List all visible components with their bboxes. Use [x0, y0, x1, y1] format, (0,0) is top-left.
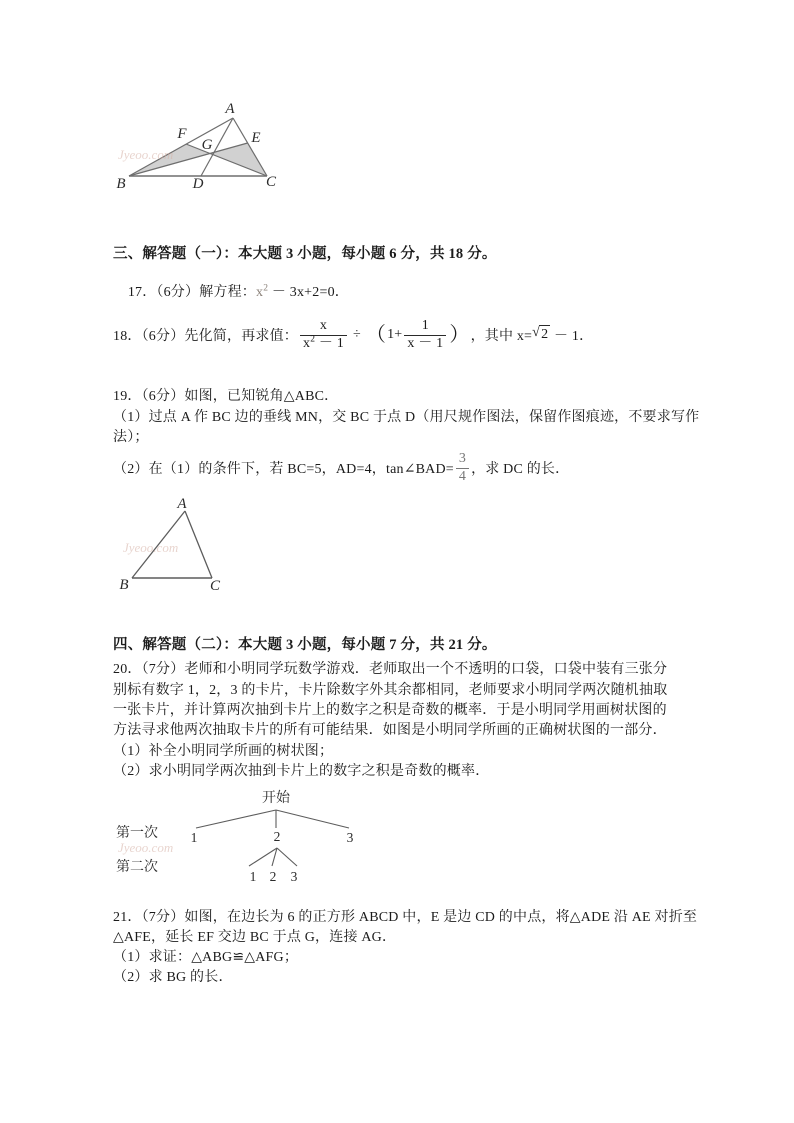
tree-level2-node-1: 1 — [249, 869, 257, 884]
point-label-f: F — [177, 126, 187, 142]
branch-root-1 — [196, 810, 276, 828]
tree-row2-label: 第二次 — [116, 860, 158, 875]
p18-prefix: 18．（6分）先化简，再求值： — [113, 329, 298, 344]
geometry-figure-1 — [105, 95, 300, 195]
branch-root-3 — [276, 810, 349, 828]
tree-diagram — [110, 786, 385, 890]
p18-mid-text: ，其中 x= — [470, 329, 533, 344]
tree-root-label: 开始 — [262, 791, 290, 806]
tree-level1-node-3: 3 — [346, 830, 354, 845]
p19-frac-numerator: 3 — [458, 451, 467, 467]
geometry-figure-2 — [103, 496, 228, 596]
problem-20-line4: 方法寻求他两次抽取卡片的所有可能结果．如图是小明同学所画的正确树状图的一部分． — [113, 723, 667, 738]
p19-frac-denominator: 4 — [456, 468, 469, 485]
watermark-figure2: Jyeoo.com — [123, 540, 179, 555]
p19-fraction — [456, 451, 469, 484]
problem-19-line1: 19．（6分）如图，已知锐角△ABC． — [113, 389, 339, 404]
tree-level2-node-3: 3 — [290, 869, 298, 884]
point-label-c: C — [265, 174, 277, 190]
p18-fraction-1 — [300, 318, 347, 351]
p18-divide-sign: ÷ — [352, 327, 361, 342]
problem-20-line3: 一张卡片，并计算两次抽到卡片上的数字之积是奇数的概率．于是小明同学用画树状图的 — [113, 703, 667, 718]
shaded-triangle-gec — [210, 143, 267, 176]
problem-19-line3: 法）； — [113, 430, 149, 445]
point-label-c: C — [209, 578, 221, 594]
problem-19-line4 — [113, 448, 569, 488]
point-label-b: B — [116, 176, 126, 192]
tree-row1-label: 第一次 — [116, 826, 158, 841]
point-label-e: E — [251, 130, 261, 146]
section4-heading: 四、解答题（二）：本大题 3 小题，每小题 7 分，共 21 分。 — [113, 637, 497, 653]
p19-line4-prefix: （2）在（1）的条件下，若 BC=5，AD=4，tan∠BAD= — [113, 462, 454, 477]
p18-frac1-denominator: $x^2 - 1$ — [300, 335, 347, 352]
tree-level2-node-2: 2 — [269, 869, 277, 884]
watermark-figure1: Jyeoo.com — [118, 147, 174, 162]
edge-ab — [132, 511, 185, 578]
p19-line4-suffix: ，求 DC 的长． — [471, 462, 570, 477]
point-label-a: A — [177, 496, 187, 512]
tree-level1-node-1: 1 — [190, 830, 198, 845]
problem-19-line2: （1）过点 A 作 BC 边的垂线 MN，交 BC 于点 D（用尺规作图法，保留作图痕迹，不要求写作 — [113, 410, 700, 425]
problem-20-line2: 别标有数字 1，2，3 的卡片，卡片除数字外其余都相同，老师要求小明同学两次随机抽取 — [113, 683, 668, 698]
problem-18-text — [113, 314, 593, 356]
point-label-g: G — [201, 137, 213, 153]
watermark-tree: Jyeoo.com — [118, 840, 174, 855]
problem-20-line1: 20．（7分）老师和小明同学玩数学游戏．老师取出一个不透明的口袋，口袋中装有三张分 — [113, 662, 668, 677]
p17-prefix: 17．（6分）解方程： — [127, 285, 257, 300]
branch-2-3 — [277, 848, 297, 866]
p18-close-paren: ） — [449, 324, 470, 346]
p18-open-paren: （ — [365, 324, 387, 346]
p17-x-squared: $x^2$ — [256, 283, 269, 300]
p18-sqrt-expression — [532, 325, 550, 344]
problem-20-line5: （1）补全小明同学所画的树状图； — [113, 744, 334, 759]
problem-20-line6: （2）求小明同学两次抽到卡片上的数字之积是奇数的概率． — [113, 764, 490, 779]
p18-frac1-numerator: x — [319, 318, 328, 334]
p18-frac2-numerator: 1 — [421, 318, 429, 334]
section3-heading: 三、解答题（一）：本大题 3 小题，每小题 6 分，共 18 分。 — [113, 246, 497, 262]
point-label-a: A — [225, 101, 235, 117]
p18-fraction-2 — [404, 318, 446, 351]
edge-ac — [185, 511, 212, 578]
point-label-d: D — [192, 176, 204, 192]
problem-21-line1: 21．（7分）如图，在边长为 6 的正方形 ABCD 中，E 是边 CD 的中点，将△ADE 沿 AE 对折至 — [113, 910, 698, 925]
problem-21-line3: （1）求证：△ABG≌△AFG； — [113, 950, 299, 965]
p17-equation-rest: － 3x+2=0． — [268, 285, 349, 300]
problem-21-line4: （2）求 BG 的长． — [113, 970, 233, 985]
point-label-b: B — [119, 577, 129, 593]
p18-radicand: 2 — [539, 325, 550, 344]
radical-sign: √ — [532, 325, 541, 341]
p18-frac2-denominator: x － 1 — [404, 335, 446, 352]
p18-tail-text: － 1． — [550, 329, 594, 344]
p18-one-plus: 1+ — [387, 327, 403, 342]
problem-21-line2: △AFE，延长 EF 交边 BC 于点 G，连接 AG． — [113, 930, 397, 945]
tree-level1-node-2: 2 — [273, 829, 281, 844]
